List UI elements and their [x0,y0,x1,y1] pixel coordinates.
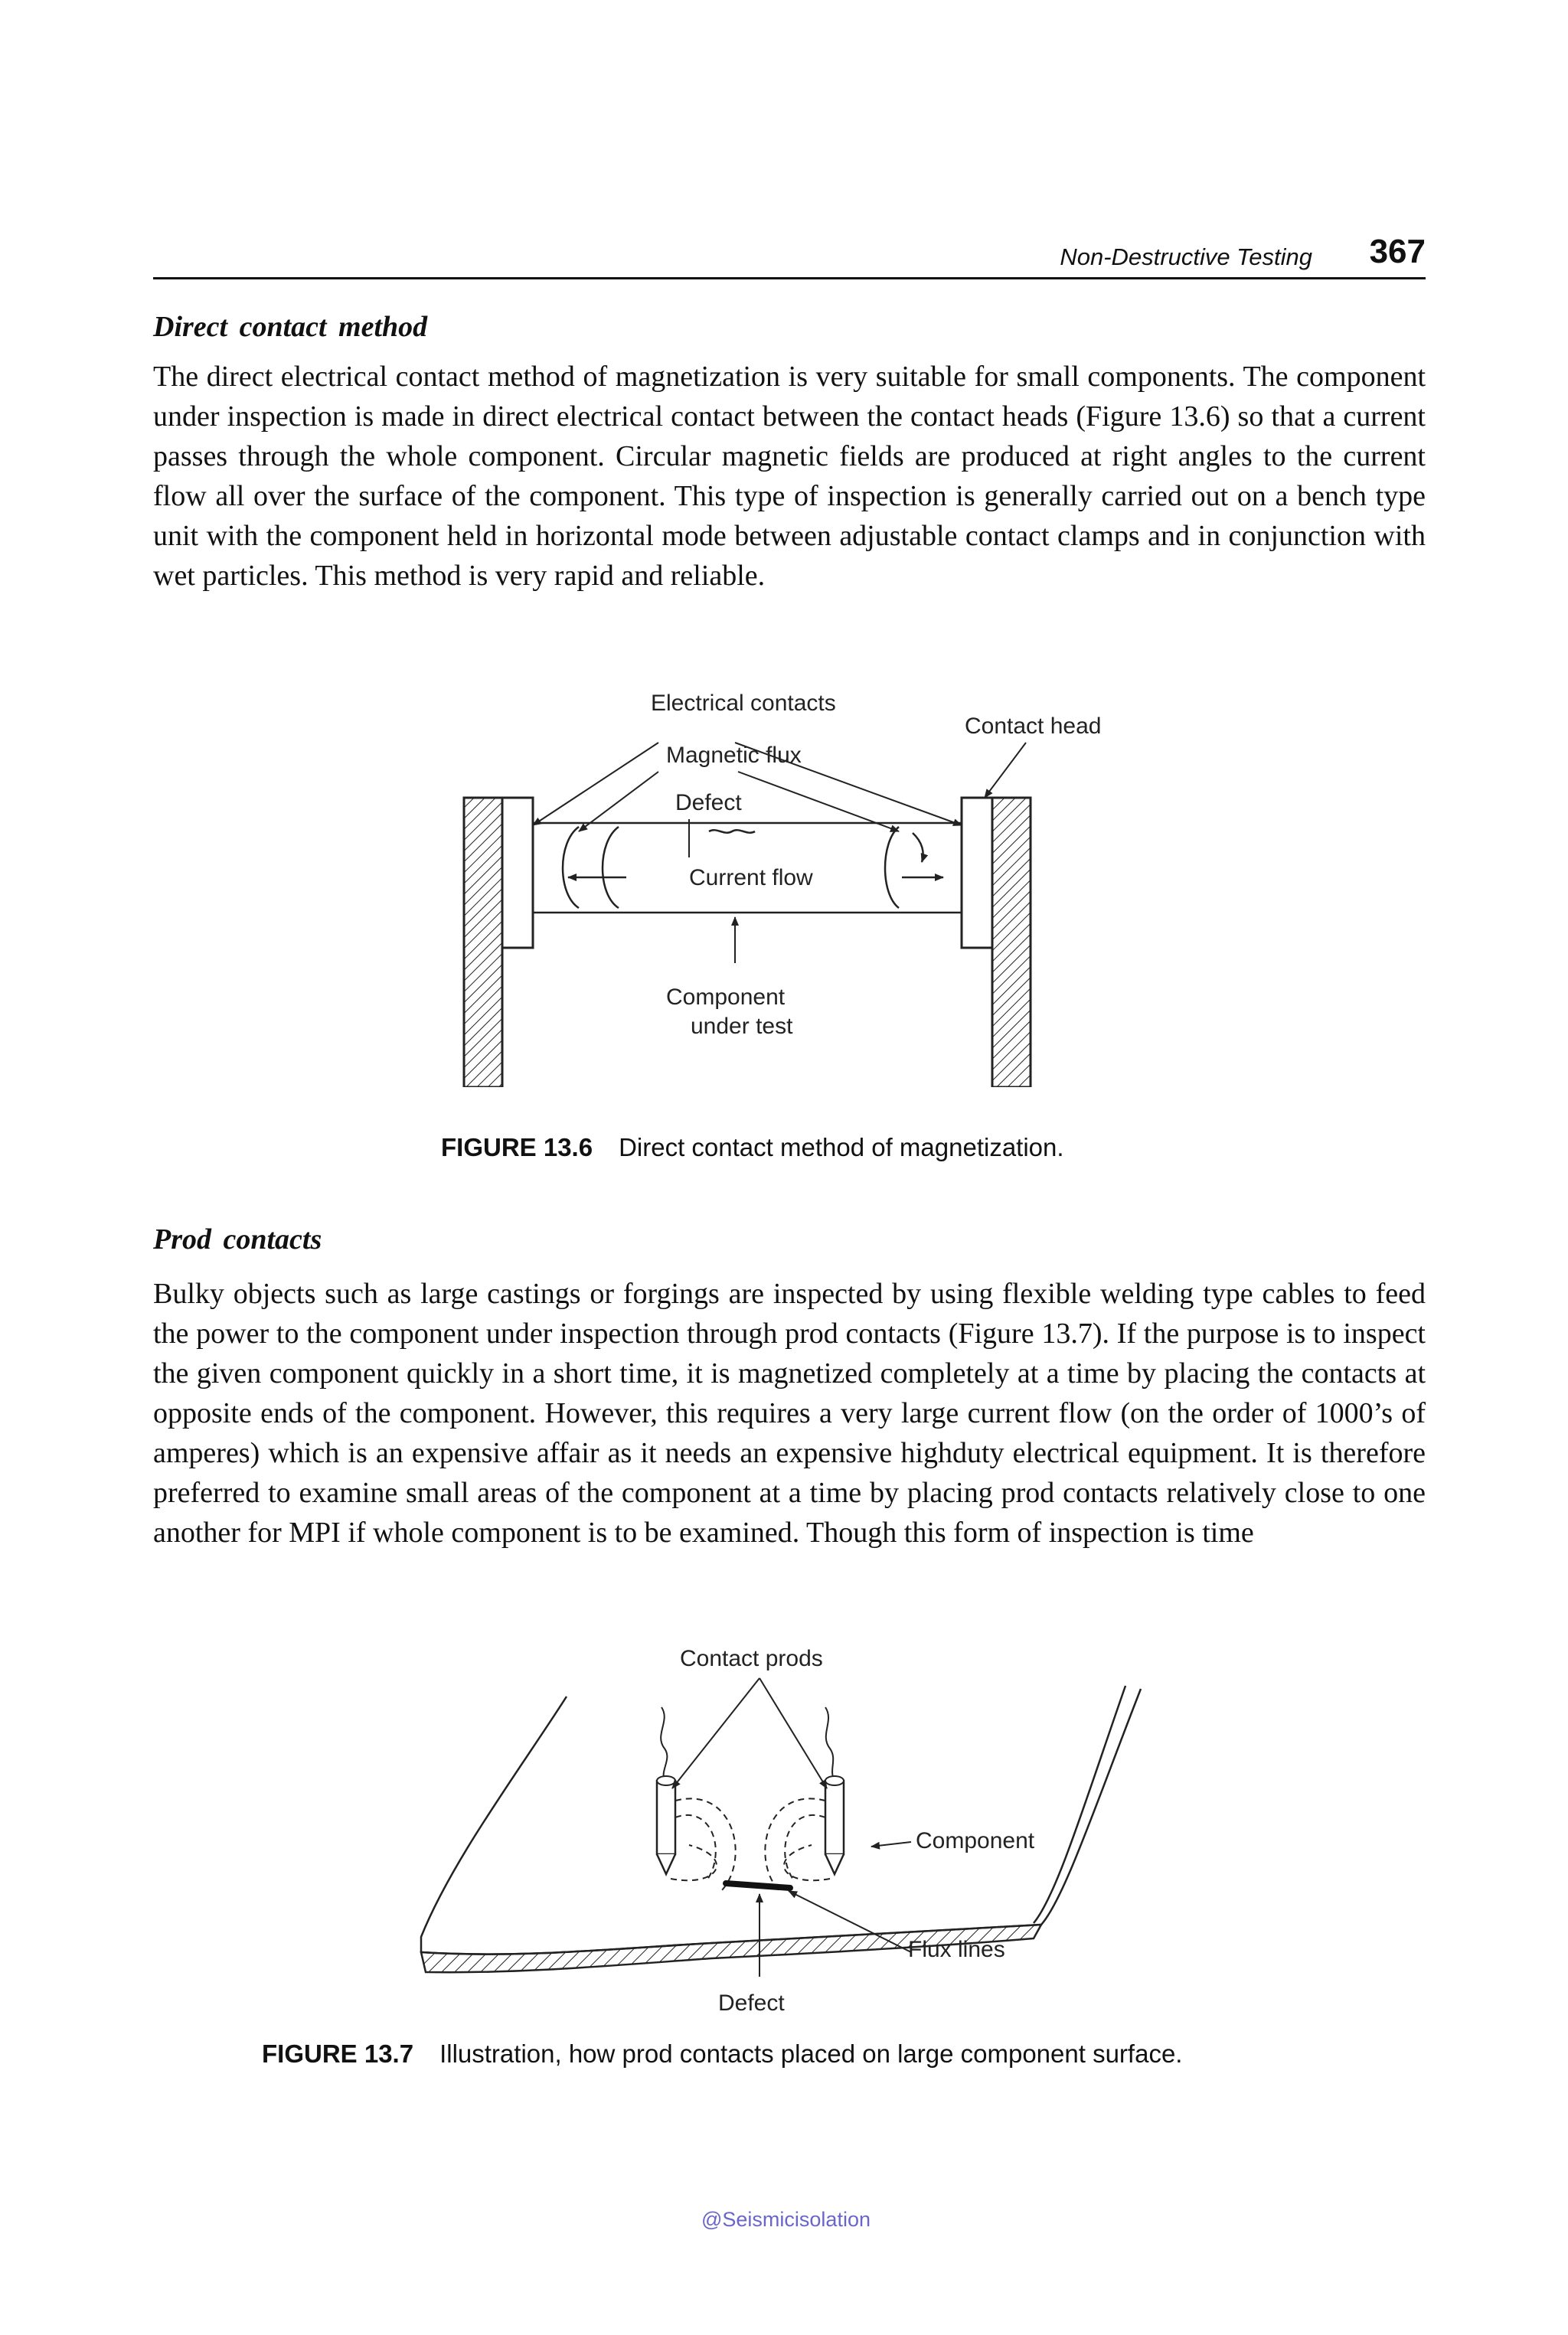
running-head [153,230,1426,279]
figure-13-6-label: FIGURE 13.6 [441,1133,593,1161]
figure-13-7-caption-text: Illustration, how prod contacts placed on large component surface. [439,2039,1183,2068]
section-heading-prod-contacts: Prod contacts [153,1223,322,1256]
right-contact-prod [825,1781,844,1854]
figure-13-6-caption [441,1133,1064,1162]
label-contact-head: Contact head [965,714,1102,739]
label-electrical-contacts: Electrical contacts [651,691,836,716]
left-contact-prod [657,1781,675,1854]
flux-loop-left-2 [603,827,619,908]
figure-13-7-caption [262,2039,1182,2069]
flux-line-left-1 [675,1815,716,1882]
flux-arrow-right [913,833,923,862]
right-support-wall [992,798,1031,1087]
figure-13-6-diagram [429,658,1164,1087]
left-contact-head [502,798,533,948]
leader-contact-head [985,743,1026,798]
page-number: 367 [1369,233,1426,270]
left-prod-tip [657,1854,675,1874]
figure-13-6-caption-text: Direct contact method of magnetization. [619,1133,1064,1161]
flux-loop-right [885,827,899,908]
figure-13-7-label: FIGURE 13.7 [262,2039,414,2068]
component-inner-edge [1034,1686,1125,1923]
label-flux-lines: Flux lines [908,1937,1005,1962]
label-magnetic-flux: Magnetic flux [666,743,802,768]
left-prod-cable [661,1707,667,1781]
label-component: Component [916,1828,1035,1853]
component-outline [421,1689,1141,1955]
right-prod-cap [825,1776,844,1785]
watermark: @Seismicisolation [701,2208,871,2231]
flux-line-right-1 [785,1815,825,1882]
left-support-wall [464,798,502,1087]
paragraph-prod-contacts: Bulky objects such as large castings or forgings are inspected by using flexible welding type cables to feed the power to the component under inspection through prod contacts (Figure 13.7). If the purpose is to inspect the given component quickly in a short time, it is magnetized completely at a time by placing the contacts at opposite ends of the component. However, this requires a very large current flow (on the order of 1000’s of amperes) which is an expensive affair as it needs an expensive highduty electrical equipment. It is therefore preferred to examine small areas of the component at a time by placing prod contacts relatively close to one another for MPI if whole component is to be examined. Though this form of inspection is time [153,1278,1426,1549]
paragraph-direct-contact: The direct electrical contact method of magnetization is very suitable for small components. The component under inspection is made in direct electrical contact between the contact heads (Figure 13.6) so that a current passes through the whole component. Circular magnetic fields are produced at right angles to the current flow all over the surface of the component. This type of inspection is generally carried out on a bench type unit with the component held in horizontal mode between adjustable contact clamps and in conjunction with wet particles. This method is very rapid and reliable. [153,361,1426,592]
leader-contact-left [533,743,658,825]
right-prod-tip [825,1854,844,1874]
label-defect: Defect [675,790,742,815]
label-component-line2: under test [691,1014,793,1039]
figure-13-7-diagram [406,1631,1217,2044]
left-prod-cap [657,1776,675,1785]
right-prod-cable [825,1707,835,1781]
section-heading-direct-contact: Direct contact method [153,311,428,343]
label-component-line1: Component [666,985,786,1010]
label-contact-prods: Contact prods [680,1646,823,1671]
leader-component [871,1842,911,1847]
defect-crack [726,1883,790,1888]
leader-prod-right [760,1678,827,1788]
flux-loop-left-1 [563,827,579,908]
right-contact-head [962,798,992,948]
label-current-flow: Current flow [689,865,813,890]
label-defect: Defect [718,1990,785,2016]
leader-prod-left [672,1678,760,1788]
defect-mark [709,830,755,832]
flux-lines-group [671,1798,830,1891]
running-title: Non-Destructive Testing [1060,243,1312,270]
